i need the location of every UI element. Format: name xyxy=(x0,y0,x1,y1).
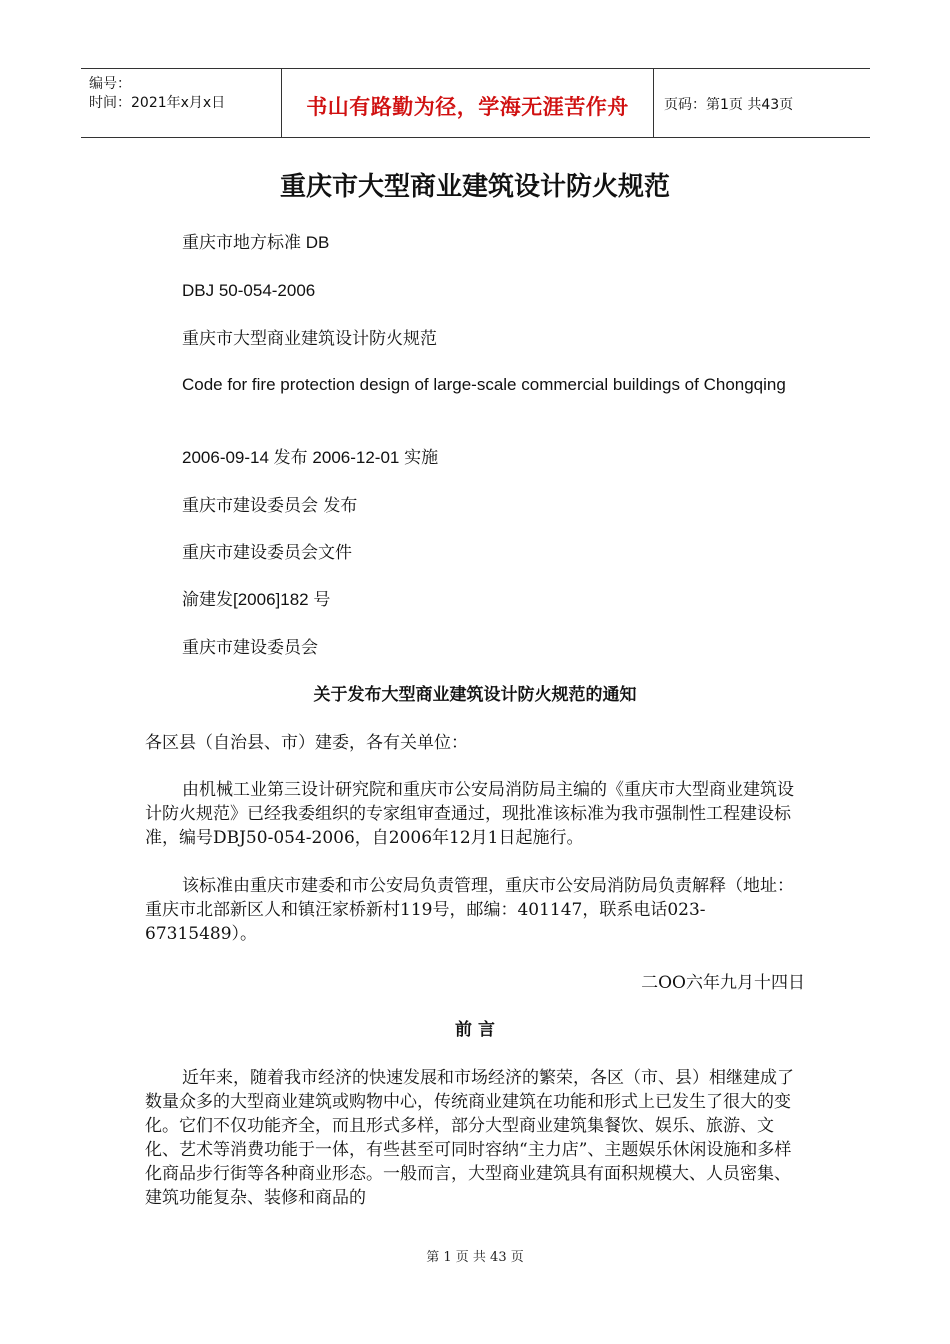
notice-paragraph-2: 该标准由重庆市建委和市公安局负责管理，重庆市公安局消防局负责解释（地址：重庆市北部新区人和镇汪家桥新村119号，邮编：401147，联系电话023-67315489）。 xyxy=(145,876,794,944)
notice-title: 关于发布大型商业建筑设计防火规范的通知 xyxy=(313,685,637,705)
standard-type-line: 重庆市地方标准 DB xyxy=(182,233,330,252)
time-label: 时间：2021年x月x日 xyxy=(89,95,226,111)
page-header xyxy=(81,68,870,138)
document-title: 重庆市大型商业建筑设计防火规范 xyxy=(279,172,670,202)
preface-title: 前 言 xyxy=(455,1020,495,1040)
release-dates-line: 2006-09-14 发布 2006-12-01 实施 xyxy=(182,448,439,467)
publisher-line: 重庆市建设委员会 发布 xyxy=(182,496,358,516)
notice-date: 二OO六年九月十四日 xyxy=(641,973,805,993)
salutation-line: 各区县（自治县、市）建委，各有关单位： xyxy=(145,733,468,753)
committee-line: 重庆市建设委员会 xyxy=(182,638,318,658)
notice-paragraph-1: 由机械工业第三设计研究院和重庆市公安局消防局主编的《重庆市大型商业建筑设计防火规范》已经我委组织的专家组审查通过，现批准该标准为我市强制性工程建设标准，编号DBJ50-054-2006，自2006年12月1日起施行。 xyxy=(145,780,794,848)
page-number-label: 页码：第1页 共43页 xyxy=(664,97,794,113)
motto-text: 书山有路勤为径，学海无涯苦作舟 xyxy=(306,95,629,119)
preface-paragraph: 近年来，随着我市经济的快速发展和市场经济的繁荣，各区（市、县）相继建成了数量众多的大型商业建筑或购物中心，传统商业建筑在功能和形式上已发生了很大的变化。它们不仅功能齐全，而且形式多样，部分大型商业建筑集餐饮、娱乐、旅游、文化、艺术等消费功能于一体，有些甚至可同时容纳“主力店”、主题娱乐休闲设施和多样化商品步行街等各种商业形态。一般而言，大型商业建筑具有面积规模大、人员密集、建筑功能复杂、装修和商品的 xyxy=(145,1068,794,1208)
header-motto-cell xyxy=(282,69,654,137)
file-number-line: 渝建发[2006]182 号 xyxy=(182,590,331,609)
standard-code-line: DBJ 50-054-2006 xyxy=(182,281,316,300)
standard-name-line: 重庆市大型商业建筑设计防火规范 xyxy=(182,329,437,349)
page-footer: 第 1 页 共 43 页 xyxy=(426,1250,524,1265)
header-info-cell xyxy=(81,69,282,137)
serial-label: 编号： xyxy=(89,76,131,92)
header-page-cell xyxy=(654,69,870,137)
committee-file-line: 重庆市建设委员会文件 xyxy=(182,543,352,563)
english-title-line: Code for fire protection design of large-scale commercial buildings of Chongqing xyxy=(182,375,786,394)
